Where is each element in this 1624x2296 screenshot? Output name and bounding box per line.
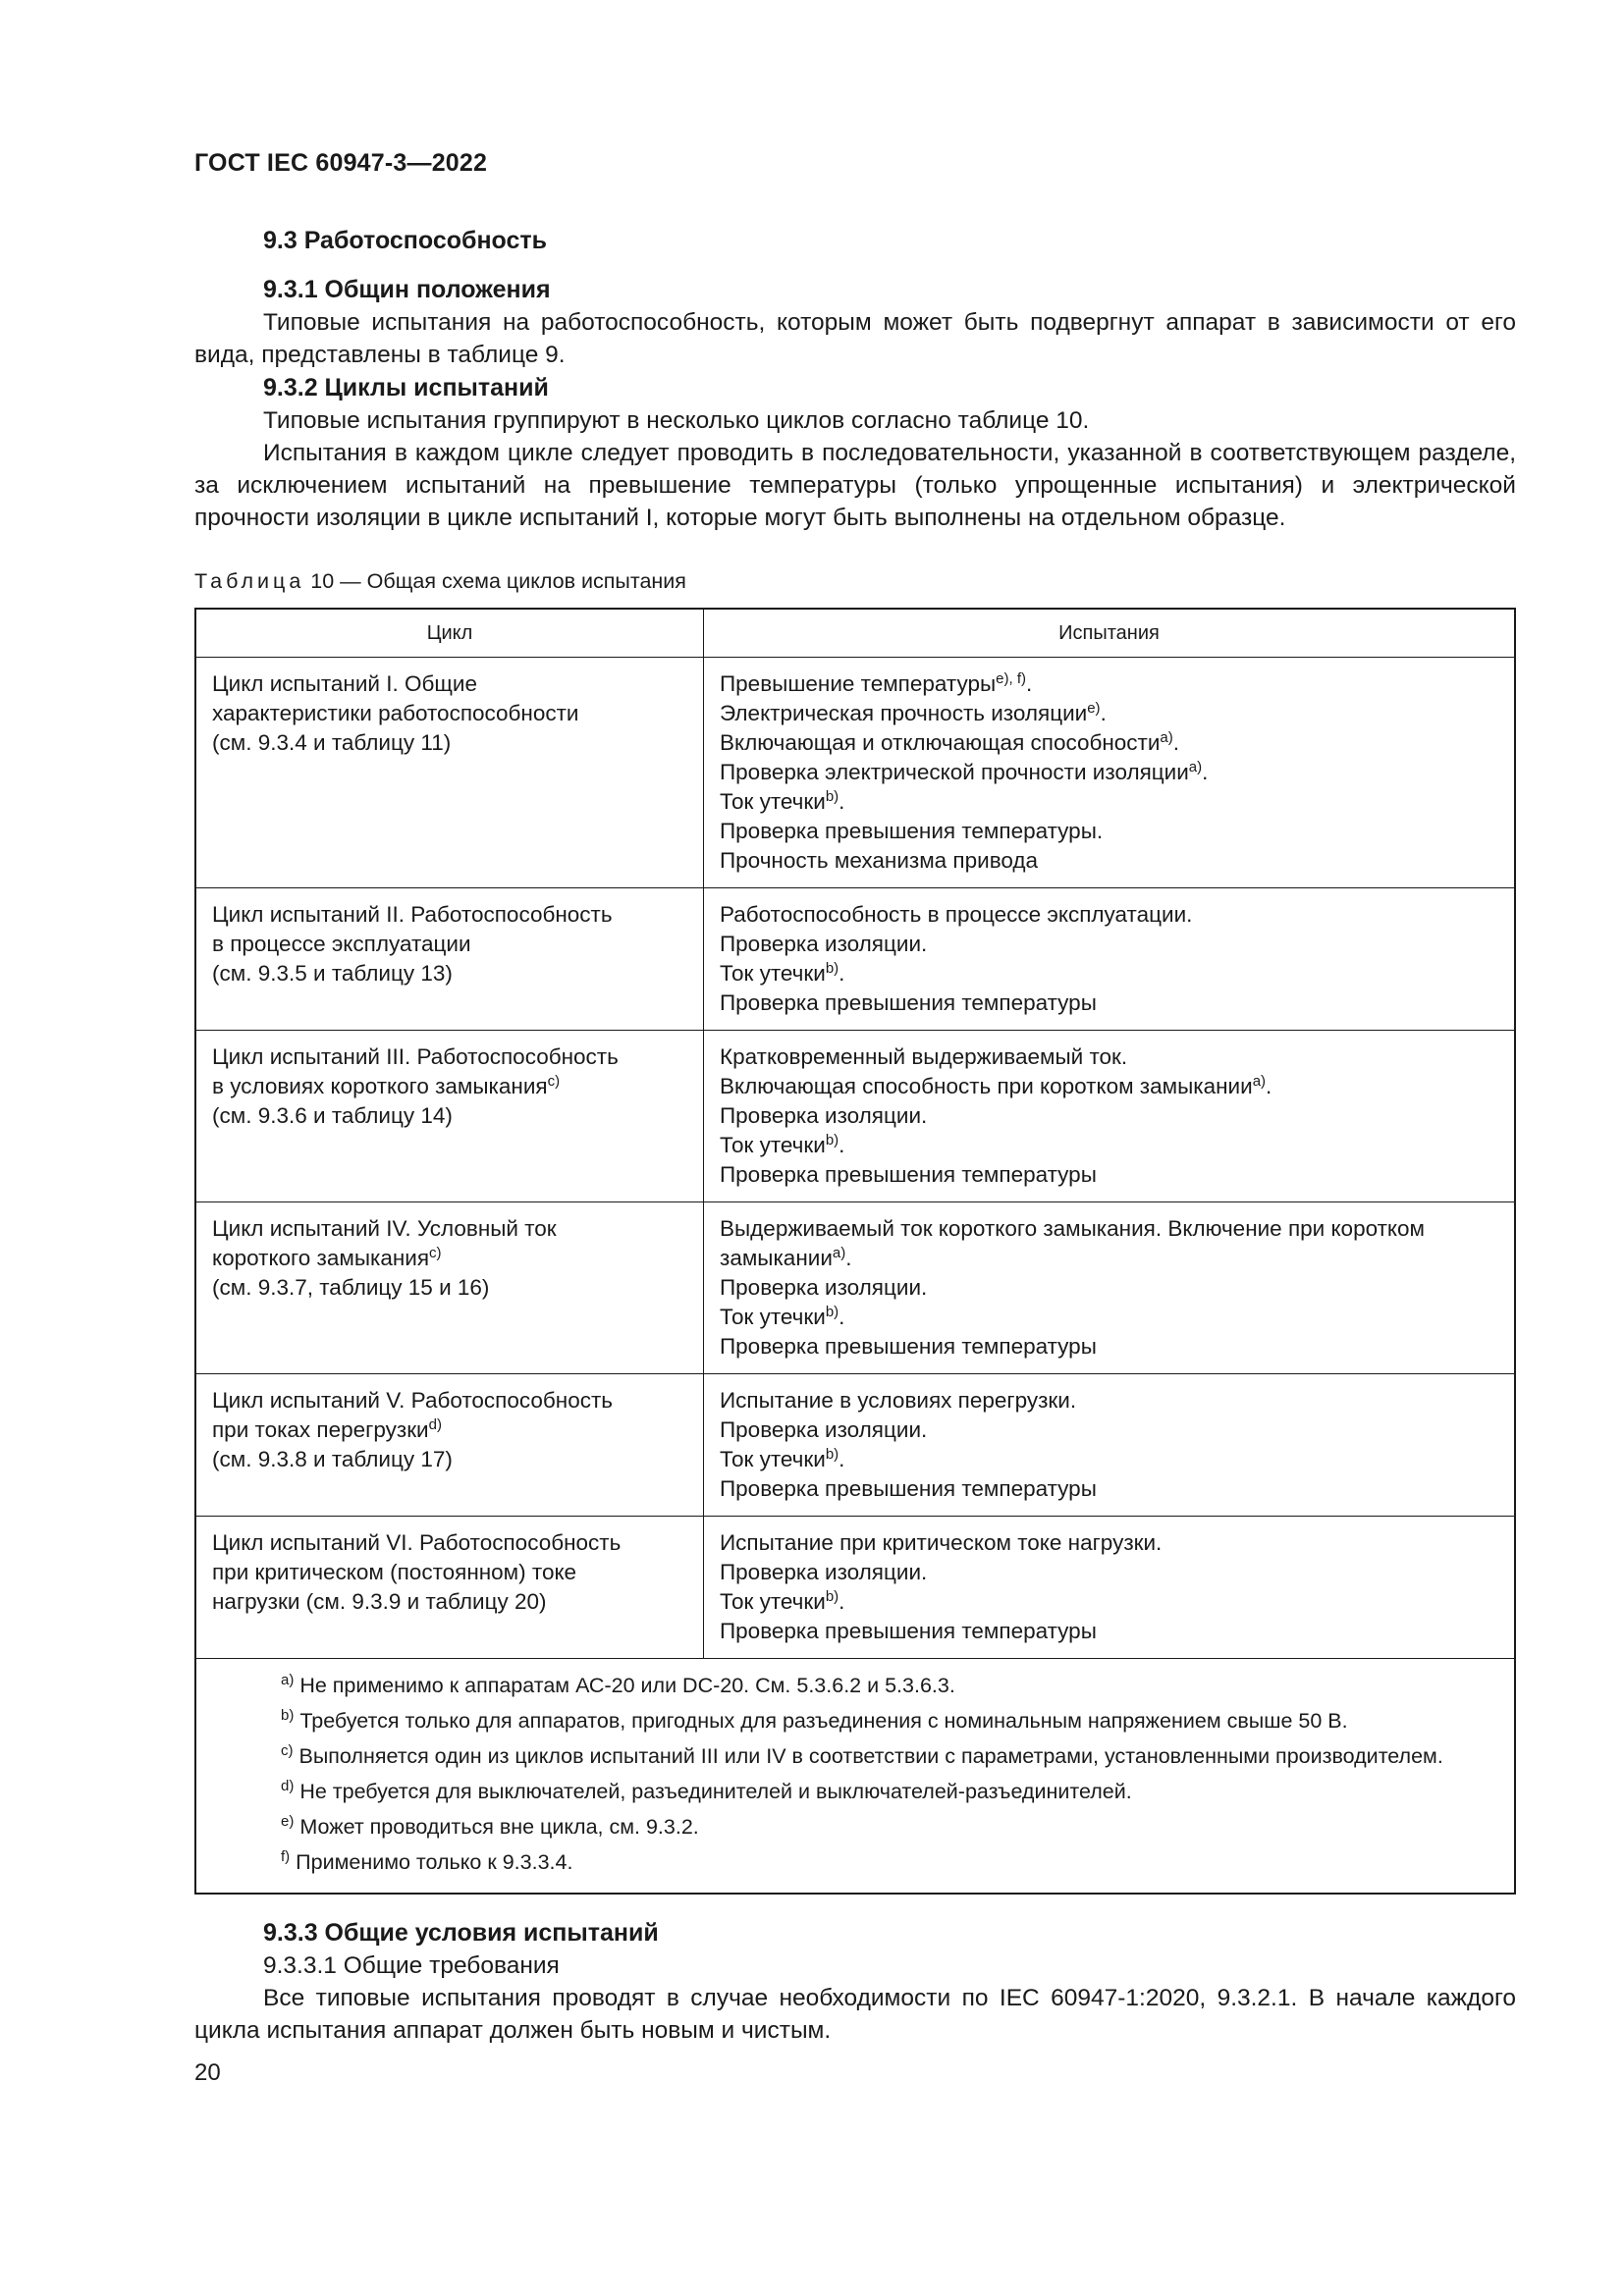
cycle-text: Цикл испытаний VI. Работоспособность: [212, 1530, 622, 1555]
test-end: .: [839, 1447, 845, 1471]
test-text: Проверка электрической прочности изоляции: [720, 760, 1189, 784]
table-footnote: [212, 1847, 1500, 1877]
cycle-text: (см. 9.3.5 и таблицу 13): [212, 961, 453, 986]
cycle-line: [212, 1214, 689, 1244]
test-text: Проверка превышения температуры: [720, 990, 1097, 1015]
test-text: Проверка превышения температуры: [720, 1619, 1097, 1643]
test-item: [720, 1131, 1500, 1160]
footnote-ref: e): [1087, 700, 1101, 717]
test-item: [720, 1072, 1500, 1101]
cycle-line: [212, 1587, 689, 1617]
test-end: .: [839, 789, 845, 814]
table-footnote: [212, 1812, 1500, 1842]
test-text: Проверка превышения температуры.: [720, 819, 1104, 843]
test-text: Испытание в условиях перегрузки.: [720, 1388, 1077, 1413]
test-item: [720, 1332, 1500, 1362]
table-header-row: [195, 609, 1515, 658]
test-item: [720, 900, 1500, 930]
table-footnote: [212, 1671, 1500, 1700]
test-item: [720, 1273, 1500, 1303]
page-number: 20: [194, 2059, 221, 2086]
section-9-3-2-text-2: Испытания в каждом цикле следует проводить в последовательности, указанной в соответствующем разделе, за исключением испытаний на превышение температуры (только упрощенные испытания) и электрической прочности изоляции в цикле испытаний I, которые могут быть выполнены на отдельном образце.: [194, 440, 1516, 531]
cycle-text: характеристики работоспособности: [212, 701, 579, 725]
footnote-mark: a): [281, 1672, 295, 1688]
footnote-text: Может проводиться вне цикла, см. 9.3.2.: [299, 1815, 699, 1839]
test-text: Проверка изоляции.: [720, 1275, 928, 1300]
section-9-3-3-1-text: Все типовые испытания проводят в случае необходимости по IEC 60947-1:2020, 9.3.2.1. В начале каждого цикла испытания аппарат должен быть новым и чистым.: [194, 1985, 1516, 2044]
cycle-cell: [195, 1031, 704, 1202]
cycle-text: нагрузки (см. 9.3.9 и таблицу 20): [212, 1589, 547, 1614]
test-text: Проверка изоляции.: [720, 1560, 928, 1584]
cycle-line: [212, 930, 689, 959]
test-item: [720, 959, 1500, 988]
cycle-line: [212, 1244, 689, 1273]
test-text: Прочность механизма привода: [720, 848, 1039, 873]
footnote-ref: b): [825, 1132, 839, 1148]
table-row: [195, 1031, 1515, 1202]
cycle-text: в процессе эксплуатации: [212, 932, 471, 956]
test-item: [720, 1303, 1500, 1332]
test-end: .: [1266, 1074, 1272, 1098]
test-text: Ток утечки: [720, 1589, 826, 1614]
test-item: [720, 1101, 1500, 1131]
footnote-text: Применимо только к 9.3.3.4.: [296, 1850, 573, 1874]
cycle-text: Цикл испытаний II. Работоспособность: [212, 902, 613, 927]
test-end: .: [1026, 671, 1033, 696]
section-9-3-2-text-1: Типовые испытания группируют в несколько циклов согласно таблице 10.: [263, 407, 1090, 434]
cycle-line: [212, 1445, 689, 1474]
cycle-text: при критическом (постоянном) токе: [212, 1560, 577, 1584]
table-caption-label: Таблица: [194, 569, 305, 593]
footnote-ref: a): [1252, 1073, 1267, 1090]
test-cycles-table: [194, 608, 1516, 1895]
test-item: [720, 1160, 1500, 1190]
test-item: [720, 1558, 1500, 1587]
test-text: Ток утечки: [720, 1447, 826, 1471]
footnote-ref: b): [825, 1304, 839, 1320]
footnote-ref: b): [825, 1588, 839, 1605]
tests-cell: [704, 1374, 1516, 1517]
footnote-ref: b): [825, 1446, 839, 1463]
cycle-cell: [195, 1517, 704, 1659]
test-end: .: [839, 1305, 845, 1329]
test-item: [720, 1474, 1500, 1504]
test-item: [720, 758, 1500, 787]
test-text: Электрическая прочность изоляции: [720, 701, 1088, 725]
cycle-line: [212, 669, 689, 699]
section-9-3-1-title: 9.3.1 Общин положения: [263, 276, 551, 303]
test-text: Включающая способность при коротком замыкании: [720, 1074, 1253, 1098]
test-text: Проверка изоляции.: [720, 1417, 928, 1442]
test-item: [720, 1244, 1500, 1273]
table-notes: [195, 1659, 1515, 1895]
test-item: [720, 930, 1500, 959]
test-end: .: [839, 1133, 845, 1157]
cycle-text: при токах перегрузки: [212, 1417, 429, 1442]
footnote-ref: c): [429, 1245, 442, 1261]
footnote-text: Не требуется для выключателей, разъединителей и выключателей-разъединителей.: [299, 1780, 1132, 1803]
table-row: [195, 1202, 1515, 1374]
cycle-cell: [195, 1374, 704, 1517]
table-footnote: [212, 1706, 1500, 1735]
column-header-cycle: Цикл: [195, 609, 704, 658]
test-item: [720, 728, 1500, 758]
table-row: [195, 1374, 1515, 1517]
test-text: Испытание при критическом токе нагрузки.: [720, 1530, 1163, 1555]
cycle-text: (см. 9.3.7, таблицу 15 и 16): [212, 1275, 490, 1300]
table-footnote: [212, 1777, 1500, 1806]
cycle-line: [212, 699, 689, 728]
cycle-line: [212, 1042, 689, 1072]
test-text: Ток утечки: [720, 1133, 826, 1157]
test-end: .: [845, 1246, 852, 1270]
section-9-3-title: 9.3 Работоспособность: [263, 227, 548, 254]
cycle-text: в условиях короткого замыкания: [212, 1074, 548, 1098]
table-body: [195, 658, 1515, 1895]
test-item: [720, 669, 1500, 699]
test-item: [720, 1214, 1500, 1244]
table-caption: [194, 569, 1516, 594]
footnote-ref: b): [825, 960, 839, 977]
footnote-ref: b): [825, 788, 839, 805]
tests-cell: [704, 1031, 1516, 1202]
tests-cell: [704, 658, 1516, 888]
test-text: Кратковременный выдерживаемый ток.: [720, 1044, 1128, 1069]
cycle-text: Цикл испытаний IV. Условный ток: [212, 1216, 557, 1241]
cycle-line: [212, 959, 689, 988]
test-text: замыкании: [720, 1246, 833, 1270]
footnote-text: Выполняется один из циклов испытаний III или IV в соответствии с параметрами, установленными производителем.: [298, 1744, 1443, 1768]
test-item: [720, 1528, 1500, 1558]
document-header: ГОСТ IEC 60947-3—2022: [194, 149, 488, 177]
test-end: .: [1100, 701, 1107, 725]
test-item: [720, 1445, 1500, 1474]
tests-cell: [704, 1517, 1516, 1659]
footnote-mark: c): [281, 1742, 294, 1759]
footnote-ref: a): [1188, 759, 1203, 775]
section-9-3-3-title: 9.3.3 Общие условия испытаний: [263, 1919, 659, 1947]
footnote-ref: a): [1160, 729, 1173, 746]
table-row: [195, 658, 1515, 888]
test-text: Ток утечки: [720, 1305, 826, 1329]
table-caption-text: 10 — Общая схема циклов испытания: [310, 569, 686, 593]
cycle-text: Цикл испытаний V. Работоспособность: [212, 1388, 613, 1413]
footnote-mark: e): [281, 1813, 295, 1830]
table-footnote: [212, 1741, 1500, 1771]
test-text: Проверка изоляции.: [720, 1103, 928, 1128]
footnote-mark: b): [281, 1707, 295, 1724]
test-item: [720, 1042, 1500, 1072]
test-end: .: [839, 961, 845, 986]
test-text: Проверка превышения температуры: [720, 1162, 1097, 1187]
test-text: Проверка превышения температуры: [720, 1334, 1097, 1359]
cycle-cell: [195, 888, 704, 1031]
test-text: Выдерживаемый ток короткого замыкания. Включение при коротком: [720, 1216, 1425, 1241]
test-text: Работоспособность в процессе эксплуатации.: [720, 902, 1193, 927]
test-item: [720, 1415, 1500, 1445]
cycle-cell: [195, 658, 704, 888]
footnote-ref: e), f): [996, 670, 1026, 687]
cycle-line: [212, 1528, 689, 1558]
footnote-mark: d): [281, 1778, 295, 1794]
column-header-tests: Испытания: [704, 609, 1516, 658]
cycle-text: (см. 9.3.8 и таблицу 17): [212, 1447, 453, 1471]
test-end: .: [1172, 730, 1180, 755]
test-item: [720, 817, 1500, 846]
test-item: [720, 1386, 1500, 1415]
cycle-text: короткого замыкания: [212, 1246, 430, 1270]
test-text: Ток утечки: [720, 961, 826, 986]
footnote-ref: d): [428, 1416, 442, 1433]
table-row: [195, 1517, 1515, 1659]
cycle-line: [212, 900, 689, 930]
cycle-line: [212, 1386, 689, 1415]
test-item: [720, 787, 1500, 817]
cycle-line: [212, 1558, 689, 1587]
test-text: Проверка изоляции.: [720, 932, 928, 956]
cycle-line: [212, 1101, 689, 1131]
cycle-text: Цикл испытаний III. Работоспособность: [212, 1044, 619, 1069]
section-9-3-3-1-title: 9.3.3.1 Общие требования: [263, 1952, 560, 1979]
test-text: Ток утечки: [720, 789, 826, 814]
test-end: .: [839, 1589, 845, 1614]
test-item: [720, 846, 1500, 876]
cycle-line: [212, 728, 689, 758]
test-item: [720, 988, 1500, 1018]
test-text: Проверка превышения температуры: [720, 1476, 1097, 1501]
test-text: Включающая и отключающая способности: [720, 730, 1161, 755]
test-end: .: [1202, 760, 1209, 784]
test-text: Превышение температуры: [720, 671, 997, 696]
footnote-text: Требуется только для аппаратов, пригодных для разъединения с номинальным напряжением свыше 50 В.: [299, 1709, 1348, 1733]
footnote-ref: a): [832, 1245, 846, 1261]
table-notes-row: [195, 1659, 1515, 1895]
section-9-3-1-text: Типовые испытания на работоспособность, которым может быть подвергнут аппарат в зависимости от его вида, представлены в таблице 9.: [194, 309, 1516, 368]
footnote-mark: f): [281, 1848, 291, 1865]
test-item: [720, 1587, 1500, 1617]
test-item: [720, 699, 1500, 728]
cycle-line: [212, 1273, 689, 1303]
tests-cell: [704, 888, 1516, 1031]
tests-cell: [704, 1202, 1516, 1374]
cycle-text: (см. 9.3.6 и таблицу 14): [212, 1103, 453, 1128]
cycle-text: (см. 9.3.4 и таблицу 11): [212, 730, 452, 755]
test-item: [720, 1617, 1500, 1646]
cycle-text: Цикл испытаний I. Общие: [212, 671, 477, 696]
footnote-ref: c): [547, 1073, 561, 1090]
cycle-line: [212, 1415, 689, 1445]
footnote-text: Не применимо к аппаратам АС-20 или DC-20. См. 5.3.6.2 и 5.3.6.3.: [299, 1674, 955, 1697]
table-row: [195, 888, 1515, 1031]
cycle-line: [212, 1072, 689, 1101]
page-content: [194, 224, 1516, 2047]
cycle-cell: [195, 1202, 704, 1374]
section-9-3-2-title: 9.3.2 Циклы испытаний: [263, 374, 549, 401]
